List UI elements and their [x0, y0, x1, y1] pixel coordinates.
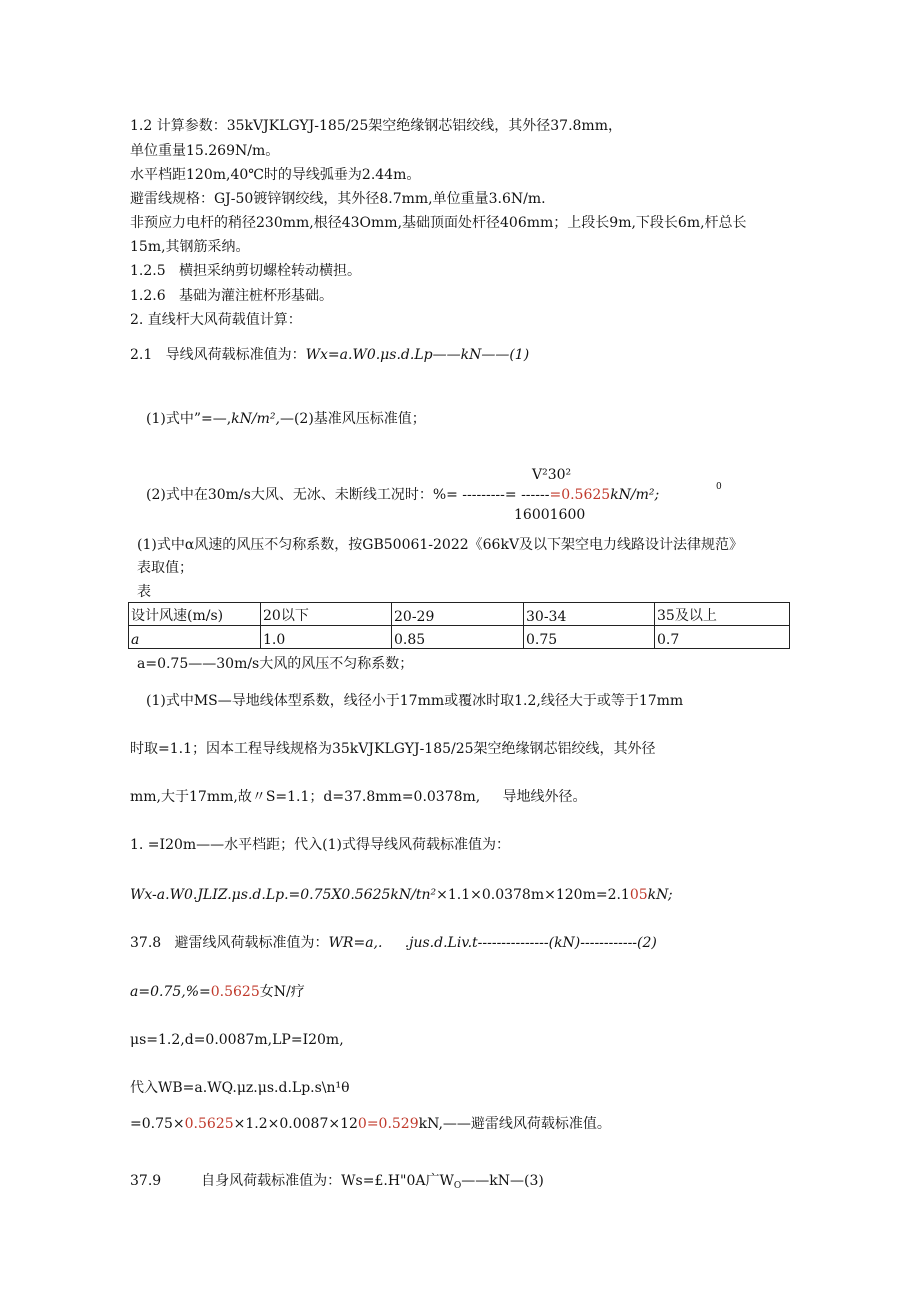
- wind-speed-table: [128, 602, 790, 649]
- ground-wire-wind-load-line: [130, 934, 657, 952]
- conductor-wind-load-formula: Wx=a.W0.μs.d.Lp——kN——(1): [305, 347, 530, 363]
- conductor-wind-load-label: 2.1 导线风荷载标准值为：: [130, 347, 306, 363]
- shape-coeff-line-3: mm,大于17mm,故〃S=1.1；d=37.8mm=0.0378m, 导地线外径。: [130, 789, 587, 805]
- nonuniform-coeff-note-2: 表取值；: [137, 560, 193, 576]
- table-cell: 1.0: [261, 626, 392, 649]
- wx-calc-prefix: Wx-a.W0.JLIZ.μs.d.Lp.=0.75X0.5625: [130, 887, 391, 903]
- note-1-rest: —(2)基准风压标准值；: [279, 411, 426, 427]
- section-37-9-sub: O: [453, 1181, 462, 1191]
- fraction-denominator: 16001600: [514, 507, 586, 523]
- note-2-equals: =: [549, 487, 562, 503]
- note-1-label: (1)式中”=—,: [146, 411, 232, 427]
- substitution-line: 代入WB=a.WQ.μz.μs.d.Lp.s\n¹θ: [130, 1080, 350, 1096]
- alpha-note: a=0.75——30m/s大风的风压不匀称系数；: [137, 656, 414, 672]
- pole-spec-line-1: 非预应力电杆的稍径230mm,根径43Omm,基础顶面处杆径406mm；上段长9m,下段长6m,杆总长: [130, 215, 747, 231]
- pole-spec-line-2: 15m,其钢筋采纳。: [130, 239, 250, 255]
- table-header-cell: 30-34: [524, 603, 655, 626]
- mu-value-line: μs=1.2,d=0.0087m,LP=I20m,: [130, 1032, 344, 1048]
- wx-calc-suffix: kN;: [647, 887, 673, 903]
- alpha-value-line: [130, 983, 305, 1001]
- note-2-unit: kN/m²;: [610, 487, 660, 503]
- wb-calc-r1: 0.5625: [184, 1116, 234, 1132]
- note-2-dashes: ---------= ------: [457, 487, 550, 503]
- wb-calc-p1: =0.75×: [130, 1116, 185, 1132]
- section-37-8-formula: WR=a,. .jus.d.Liv.t---------------(kN)------------(2): [328, 935, 657, 951]
- section-37-9-number: 37.9: [130, 1173, 162, 1189]
- alpha-value-prefix: a=0.75,%=: [130, 984, 211, 1000]
- table-header-cell: 20-29: [392, 603, 524, 626]
- table-header-cell: 35及以上: [655, 603, 790, 626]
- shape-coeff-line-1: (1)式中MS—导地线体型系数，线径小于17mm或覆冰时取1.2,线径大于或等于17mm: [146, 693, 684, 709]
- note-2-label: (2)式中在30m/s大风、无冰、未断线工况时：%=: [146, 487, 458, 503]
- span-substitution-line: 1. =I20m——水平档距；代入(1)式得导线风荷载标准值为：: [130, 837, 510, 853]
- span-sag-line: 水平档距120m,40℃时的导线弧垂为2.44m。: [130, 167, 421, 183]
- conductor-wind-load-line: [130, 346, 529, 364]
- fraction-numerator: V²30²: [532, 467, 572, 483]
- section-37-9-text: 自身风荷载标准值为：Ws=£.H"0A广W: [201, 1173, 454, 1189]
- cross-arm-line: 1.2.5 横担采纳剪切螺栓转动横担。: [130, 263, 361, 279]
- table-header-row: [129, 603, 790, 626]
- table-cell: 0.75: [524, 626, 655, 649]
- section-37-8-label: 避雷线风荷载标准值为：: [174, 935, 329, 951]
- ground-wire-line: 避雷线规格：GJ-50镀锌钢绞线，其外径8.7mm,单位重量3.6N/m.: [130, 191, 546, 207]
- wx-calc-mid: ×1.1×0.0378m×120m=2.1: [436, 887, 630, 903]
- wind-pressure-calc-line: [146, 486, 659, 504]
- table-header-cell: 20以下: [261, 603, 392, 626]
- wb-calc-p3: kN,——避雷线风荷载标准值。: [418, 1116, 611, 1132]
- alpha-value-suffix: 女N/疗: [259, 984, 305, 1000]
- base-wind-pressure-note: [146, 410, 426, 428]
- table-caption: 表: [137, 584, 151, 600]
- ground-wire-load-calc: [130, 1115, 611, 1133]
- alpha-value-red: 0.5625: [210, 984, 260, 1000]
- wb-calc-p2: ×1.2×0.0087×12: [233, 1116, 358, 1132]
- nonuniform-coeff-note-1: (1)式中α风速的风压不匀称系数，按GB50061-2022《66kV及以下架空电力线路设计法律规范》: [137, 537, 744, 553]
- unit-weight-line: 单位重量15.269N/m。: [130, 143, 280, 159]
- table-cell: 0.85: [392, 626, 524, 649]
- wb-calc-r2: 0=0.529: [357, 1116, 419, 1132]
- section-37-8-number: 37.8: [130, 935, 162, 951]
- table-header-cell: 设计风速(m/s): [129, 603, 261, 626]
- foundation-line: 1.2.6 基础为灌注桩杯形基础。: [130, 288, 333, 304]
- wind-pressure-value: 0.5625: [561, 487, 611, 503]
- section-2-heading: 2. 直线杆大风荷载值计算：: [130, 312, 302, 328]
- pole-wind-load-line: [130, 1172, 544, 1195]
- table-cell: 0.7: [655, 626, 790, 649]
- wx-calc-red: 05: [629, 887, 648, 903]
- fraction-exponent: 0: [716, 482, 722, 492]
- note-1-unit: kN/m²,: [231, 411, 280, 427]
- wx-calc-unit: kN/tn²: [390, 887, 437, 903]
- shape-coeff-line-2: 时取=1.1；因本工程导线规格为35kVJKLGYJ-185/25架空绝缘钢芯铝绞线，其外径: [130, 741, 656, 757]
- calc-params-line: 1.2 计算参数：35kVJKLGYJ-185/25架空绝缘钢芯铝绞线，其外径37.8mm，: [130, 118, 622, 134]
- table-row: [129, 626, 790, 649]
- table-cell: a: [129, 626, 261, 649]
- section-37-9-tail: ——kN—(3): [461, 1173, 544, 1189]
- conductor-load-calc: [130, 886, 673, 904]
